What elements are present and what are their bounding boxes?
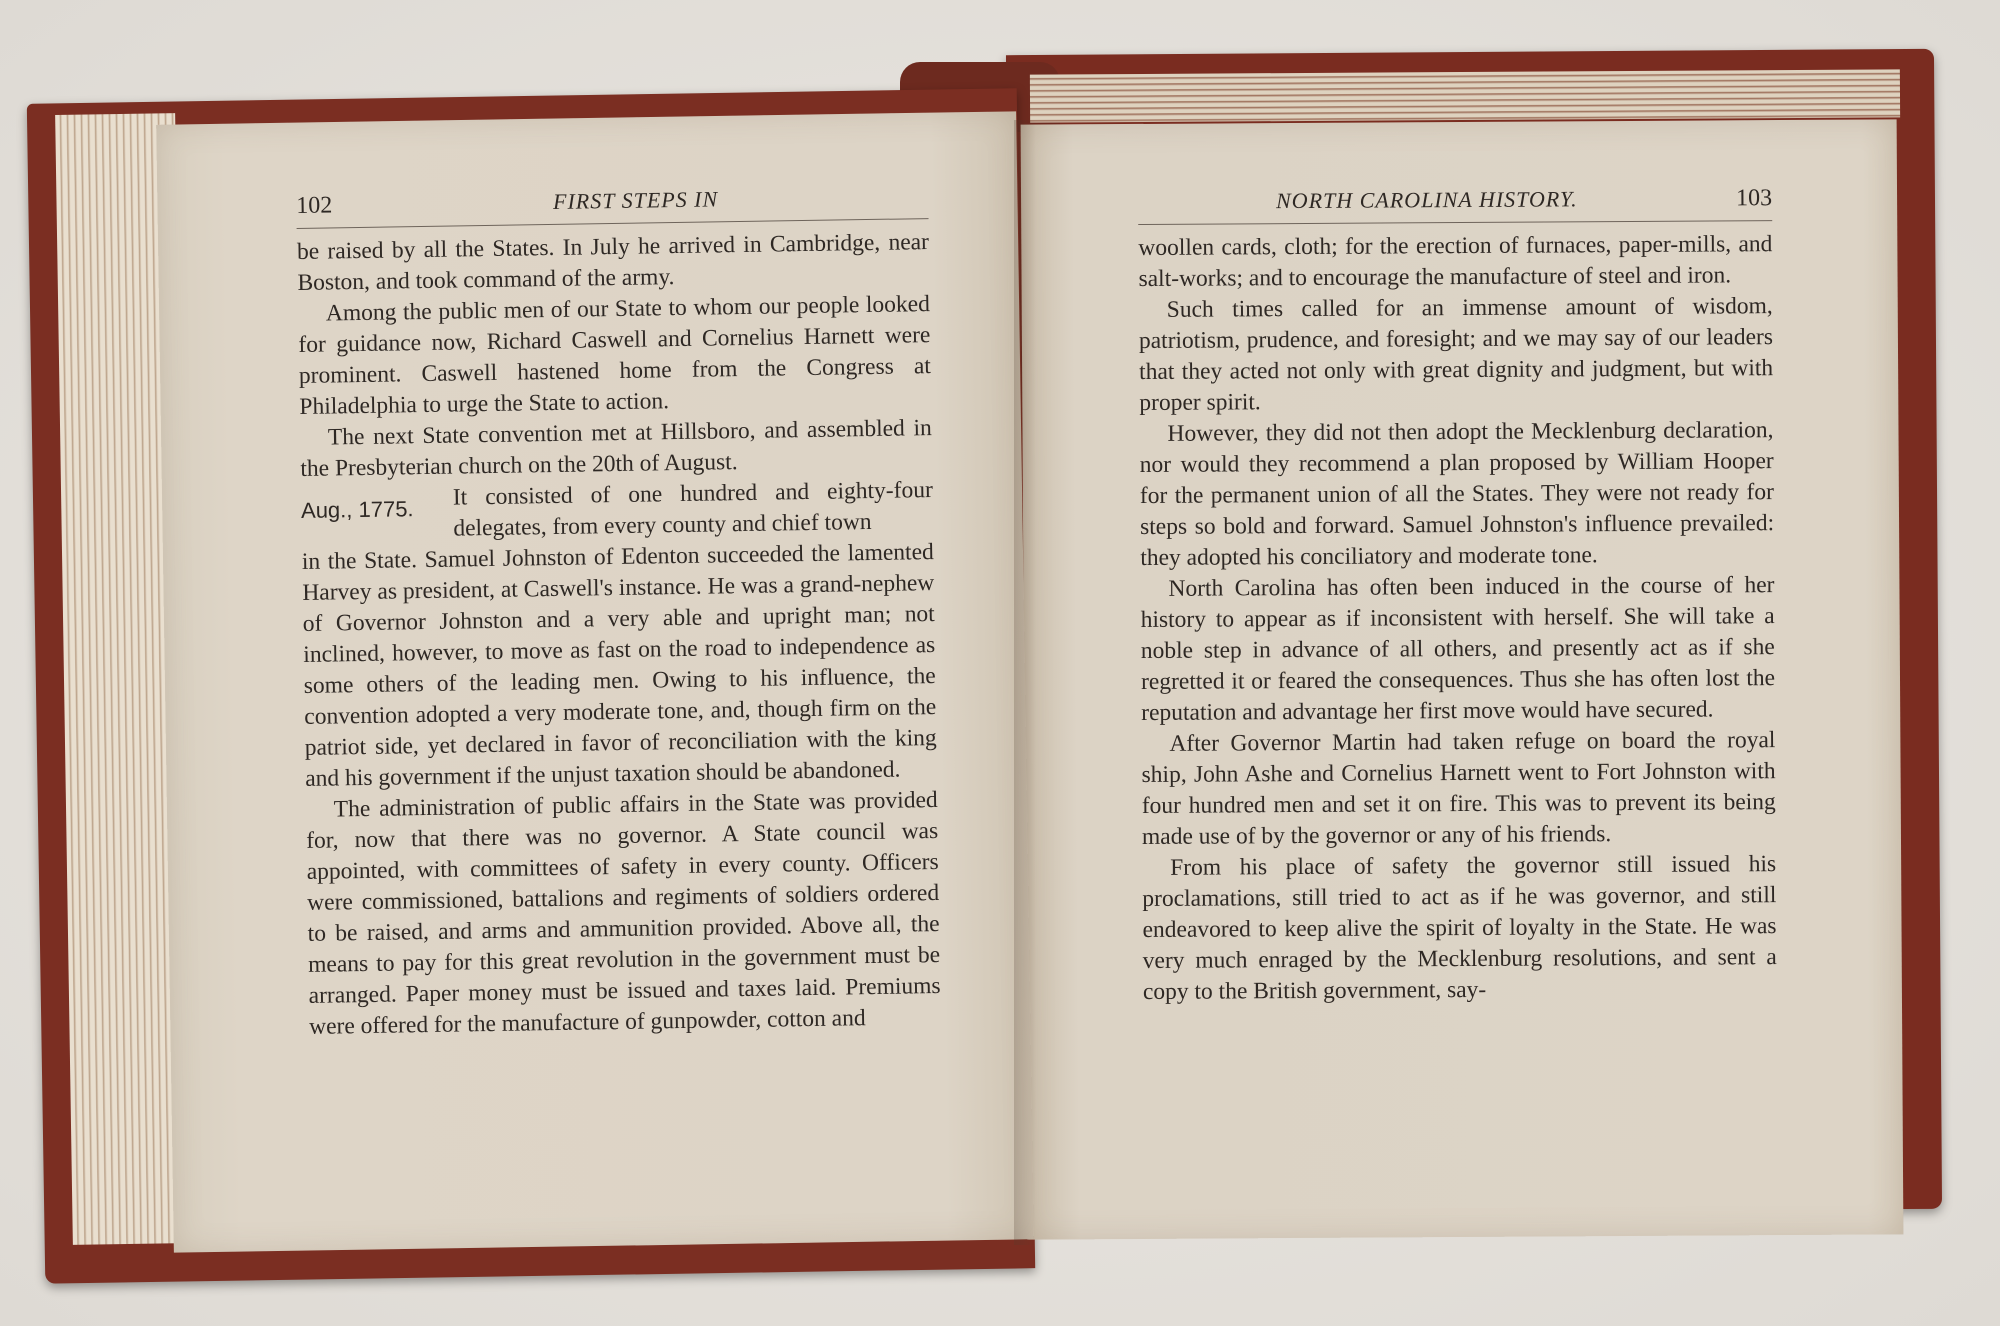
running-title: FIRST STEPS IN xyxy=(552,186,719,214)
running-title: NORTH CAROLINA HISTORY. xyxy=(1276,186,1578,214)
paragraph: It consisted of one hundred and eighty-four delegates, from every county and chief town xyxy=(452,477,933,542)
paragraph: However, they did not then adopt the Mecklenburg declaration, nor would they recommend a plan proposed by William Hooper for the permanent union of all the States. They were not ready for steps so bold and forward. Samuel Johnston's influence prevailed: they adopted his conciliatory and moderate tone. xyxy=(1139,417,1775,571)
paragraph: North Carolina has often been induced in the course of her history to appear as if inconsistent with herself. She will take a noble step in advance of all others, and presently act as if she regretted it or feared the consequences. Thus she has often lost the reputation and advantage her first move would have secured. xyxy=(1140,572,1776,726)
left-page-text xyxy=(296,180,941,1043)
right-running-head xyxy=(1138,182,1772,225)
paragraph: be raised by all the States. In July he arrived in Cambridge, near Boston, and took command of the army. xyxy=(296,229,930,296)
page-number: 102 xyxy=(296,192,333,219)
page-edges-top xyxy=(1030,69,1900,122)
page-number: 103 xyxy=(1736,185,1773,212)
right-page-text xyxy=(1138,182,1777,1008)
margin-note-row xyxy=(301,475,934,547)
paragraph: Such times called for an immense amount of wisdom, patriotism, prudence, and foresight; and we may say of our leaders that they acted not only with great dignity and judgment, but with proper spirit. xyxy=(1138,293,1774,416)
paragraph: After Governor Martin had taken refuge on board the royal ship, John Ashe and Cornelius Harnett went to Fort Johnston with four hundred men and set it on fire. This was to prevent its being made use of by the governor or any of his friends. xyxy=(1141,727,1776,850)
book-gutter xyxy=(1014,120,1036,1245)
paragraph: in the State. Samuel Johnston of Edenton succeeded the lamented Harvey as president, at Caswell's instance. He was a grand-nephew of Governor Johnston and a very able and upright man; not inclined, however, to move as fast on the road to independence as some others of the leading men. Owing to his influence, the convention adopted a very moderate tone, and, though firm on the patriot side, yet declared in favor of reconciliation with the king and his government if the unjust taxation should be abandoned. xyxy=(301,539,937,792)
paragraph: The next State convention met at Hillsboro, and assembled in the Presbyterian church on the 20th of August. xyxy=(300,415,933,482)
paragraph: woollen cards, cloth; for the erection of furnaces, paper-mills, and salt-works; and to encourage the manufacture of steel and iron. xyxy=(1138,231,1773,292)
paragraph: From his place of safety the governor still issued his proclamations, still tried to act as if he was governor, and still endeavored to keep alive the spirit of loyalty in the State. He was very much enraged by the Mecklenburg resolutions, and sent a copy to the British government, say- xyxy=(1142,851,1777,1005)
margin-note-date: Aug., 1775. xyxy=(300,496,414,523)
paragraph: Among the public men of our State to whom our people looked for guidance now, Richard Caswell and Cornelius Harnett were prominent. Caswell hastened home from the Congress at Philadelphia to urge the State to action. xyxy=(298,291,932,420)
paragraph: The administration of public affairs in the State was provided for, now that there was no governor. A State council was appointed, with committees of safety in every county. Officers were commissioned, battalions and regiments of soldiers ordered to be raised, and arms and ammunition provided. Above all, the means to pay for this great revolution in the government must be arranged. Paper money must be issued and taxes laid. Premiums were offered for the manufacture of gunpowder, cotton and xyxy=(306,786,941,1040)
